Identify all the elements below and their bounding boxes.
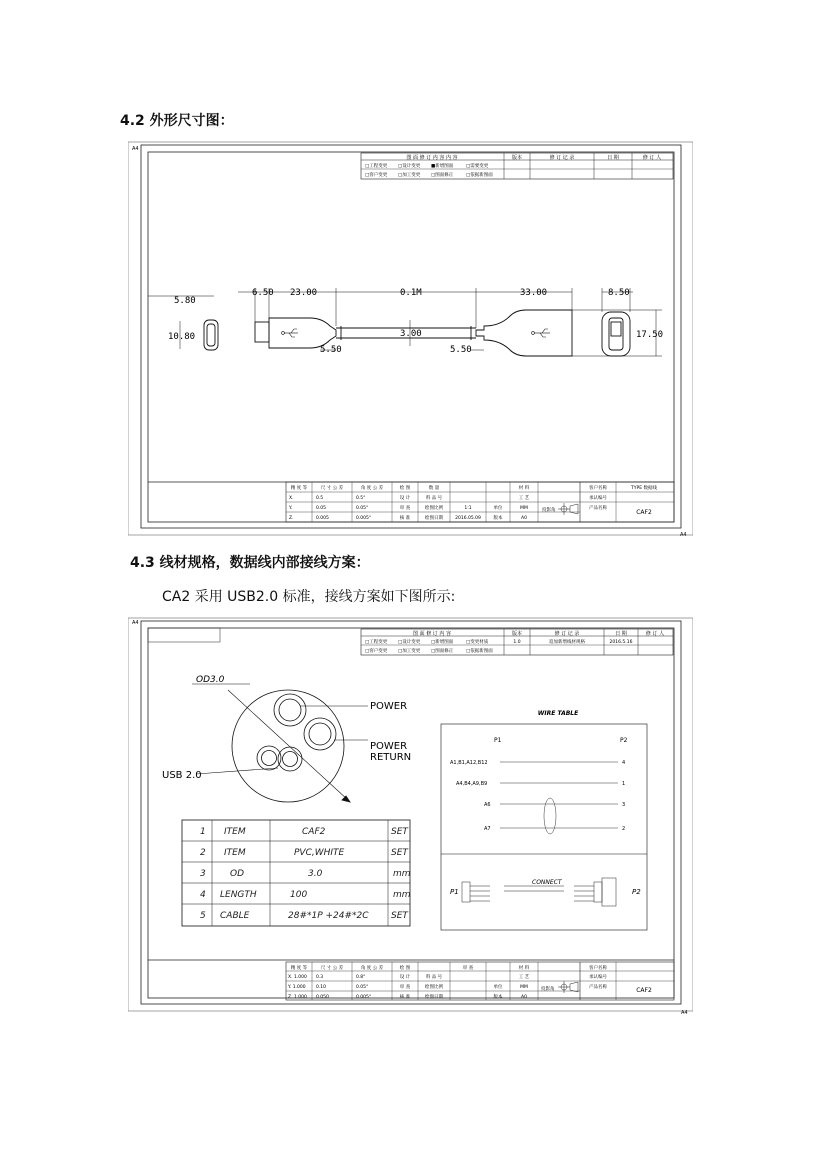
tb-cell: 工 艺: [518, 975, 530, 980]
tb-cell: CAF2: [636, 987, 652, 994]
cable-labels: [162, 675, 411, 781]
rev-header: 版本: [511, 155, 523, 161]
rev-title: 图 面 修 订 内 容 内 容: [406, 155, 458, 161]
rev-cell: 2016.5.16: [609, 640, 633, 645]
spec-cell: 28#*1P +24#*2C: [288, 911, 369, 921]
od-label: OD3.0: [196, 675, 225, 685]
dimension-drawing: [128, 140, 693, 540]
tb-cell: 投影角: [541, 987, 555, 992]
dim-label: 5.80: [174, 296, 196, 306]
spec-cell: 3.0: [308, 869, 323, 879]
rev-header: 版本: [511, 631, 523, 637]
dim-label: 17.50: [636, 330, 664, 340]
rev-opt: □客户变更: [365, 173, 388, 178]
spec-cell: mm: [393, 869, 411, 879]
dim-label: 0.1M: [400, 288, 422, 298]
tb-cell: 材 料: [518, 486, 530, 491]
tb-cell: 设 计: [399, 496, 411, 501]
section-heading-4-2: 4.2 外形尺寸图：: [120, 113, 234, 129]
tb-cell: 材 料: [518, 966, 530, 971]
tb-cell: 精 度 等: [290, 486, 308, 491]
spec-cell: PVC,WHITE: [294, 848, 345, 858]
corner-mark-br: A4: [680, 532, 687, 538]
tb-cell: 0.05°: [356, 506, 369, 511]
spec-table: [182, 820, 411, 926]
rev-cell: 追加新增线材规格: [549, 640, 585, 645]
tb-cell: 审 查: [399, 506, 411, 511]
tb-cell: 角 度 公 差: [360, 486, 384, 491]
wire-left: A1,B1,A12,B12: [450, 760, 488, 766]
rev-opt: ■新增图面: [431, 164, 454, 169]
rev-opt: □工程变更: [365, 640, 388, 645]
tb-cell: 绘图日期: [425, 516, 443, 521]
tb-cell: 核 准: [399, 995, 411, 1000]
tb-cell: 0.050: [316, 995, 329, 1000]
rev-opt: □客户变更: [365, 649, 388, 654]
wiring-drawing: [128, 616, 693, 1016]
tb-cell: Z. 1.000: [288, 995, 307, 1000]
rev-opt: □变更材质: [466, 640, 489, 645]
wire-right: 4: [622, 760, 626, 766]
rev-header: 修 订 记 录: [549, 155, 575, 161]
tb-cell: 0.05°: [356, 985, 369, 990]
tb-cell: 0.8°: [356, 975, 366, 980]
spec-cell: ITEM: [224, 827, 246, 837]
tb-cell: 2016.05.09: [455, 516, 481, 521]
tb-cell: 绘 图: [399, 486, 411, 491]
wire-right: 3: [622, 802, 626, 808]
tb-cell: MM: [520, 985, 528, 990]
tb-cell: 0.10: [316, 985, 327, 990]
power-return-label: POWER: [370, 741, 408, 752]
spec-cell: 2: [200, 848, 206, 858]
tb-cell: A0: [521, 995, 527, 1000]
tb-cell: 客户名称: [589, 966, 607, 971]
tb-cell: 设 计: [399, 975, 411, 980]
connect-label: CONNECT: [532, 879, 562, 886]
tb-cell: X.: [289, 496, 294, 501]
usb-label: USB 2.0: [162, 770, 202, 781]
dim-label: 6.50: [252, 288, 274, 298]
rev-opt: □图面修正: [431, 649, 454, 654]
power-return-label: RETURN: [370, 752, 412, 763]
spec-cell: 4: [200, 890, 206, 900]
intro-paragraph: CA2 采用 USB2.0 标准，接线方案如下图所示:: [162, 589, 456, 605]
tb-cell: Y.: [289, 506, 293, 511]
tb-cell: A0: [521, 516, 527, 521]
wire-left: A7: [484, 826, 491, 832]
tb-cell: Y. 1.000: [288, 985, 306, 990]
dim-label: 23.00: [290, 288, 318, 298]
spec-cell: 5: [200, 911, 206, 921]
spec-cell: 3: [200, 869, 206, 879]
rev-opt: □设计变更: [398, 164, 421, 169]
dim-label: 8.50: [608, 288, 630, 298]
spec-cell: mm: [393, 890, 411, 900]
dim-label: 5.50: [320, 345, 342, 355]
spec-cell: SET: [391, 911, 408, 921]
dim-label: 10.80: [168, 332, 196, 342]
tb-cell: 单位: [493, 985, 503, 990]
tb-cell: 承认编号: [589, 975, 607, 980]
tb-cell: 0.3: [316, 975, 324, 980]
corner-mark-br: A4: [681, 1010, 688, 1016]
spec-cell: CABLE: [220, 911, 250, 921]
tb-cell: X. 1.000: [288, 975, 307, 980]
dimension-labels: [168, 288, 663, 355]
tb-cell: 1:1: [464, 506, 472, 511]
wire-right: 1: [622, 781, 626, 787]
wire-left: A6: [484, 802, 491, 808]
spec-cell: LENGTH: [220, 890, 257, 900]
tb-cell: Z.: [289, 516, 294, 521]
rev-cell: 1.0: [513, 640, 521, 645]
tb-cell: 料 品 号: [425, 496, 443, 501]
tb-cell: 产品名称: [589, 985, 607, 990]
rev-opt: □依据新图面: [466, 173, 493, 178]
tb-cell: 审 查: [399, 985, 411, 990]
spec-cell: CAF2: [302, 827, 326, 837]
tb-cell: 版本: [493, 995, 503, 1000]
spec-cell: OD: [230, 869, 245, 879]
spec-cell: ITEM: [224, 848, 246, 858]
tb-cell: 版本: [493, 516, 503, 521]
tb-cell: 料 品 号: [425, 975, 443, 980]
corner-mark-tl: A4: [132, 146, 139, 152]
tb-cell: 绘图比例: [425, 506, 443, 511]
tb-cell: 工 艺: [518, 496, 530, 501]
section-heading-4-3: 4.3 线材规格，数据线内部接线方案：: [130, 555, 370, 571]
tb-cell: 精 度 等: [290, 966, 308, 971]
tb-cell: MM: [520, 506, 528, 511]
rev-opt: □需要变更: [466, 164, 489, 169]
title-block: [148, 960, 674, 1000]
spec-cell: SET: [391, 848, 408, 858]
rev-opt: □工程变更: [365, 164, 388, 169]
tb-cell: 承认编号: [589, 496, 607, 501]
tb-cell: 单位: [493, 506, 503, 511]
tb-cell: 审 查: [462, 966, 474, 971]
rev-header: 修 订 记 录: [554, 631, 580, 637]
rev-opt: □设计变更: [398, 640, 421, 645]
rev-header: 修 订 人: [642, 155, 662, 161]
rev-opt: □新增图面: [431, 640, 454, 645]
tb-cell: 核 准: [399, 516, 411, 521]
spec-cell: 1: [200, 827, 206, 837]
tb-cell: 数 量: [428, 486, 440, 491]
projection-symbol: [558, 981, 578, 993]
tb-cell: 0.005: [316, 516, 329, 521]
tb-cell: 角 度 公 差: [360, 966, 384, 971]
projection-symbol: [558, 503, 578, 515]
tb-cell: 尺 寸 公 差: [320, 486, 344, 491]
tb-cell: 投影角: [542, 508, 556, 513]
wire-left: A4,B4,A9,B9: [456, 781, 488, 787]
rev-title: 图 面 修 订 内 容: [413, 631, 451, 637]
power-label: POWER: [370, 701, 408, 712]
wire-table: [441, 710, 647, 930]
dim-label: 3.00: [400, 329, 422, 339]
p2-label: P2: [620, 737, 628, 744]
spec-cell: 100: [290, 890, 308, 900]
dimension-lines: [148, 288, 662, 356]
rev-opt: □加工变更: [398, 649, 421, 654]
tb-cell: 0.005°: [356, 995, 372, 1000]
title-block: [148, 482, 674, 522]
rev-header: 日 期: [607, 155, 619, 161]
revision-block: [361, 153, 673, 179]
p1-label: P1: [494, 737, 502, 744]
dim-label: 5.50: [450, 345, 472, 355]
corner-mark-tl: A4: [132, 620, 139, 626]
tb-cell: 产品名称: [589, 506, 607, 511]
p1b-label: P1: [450, 888, 459, 896]
tb-cell: 0.05: [316, 506, 327, 511]
rev-opt: □图面修正: [431, 173, 454, 178]
tb-cell: 0.5°: [356, 496, 366, 501]
tb-cell: 绘图比例: [425, 985, 443, 990]
wire-right: 2: [622, 826, 626, 832]
tb-cell: CAF2: [636, 509, 652, 516]
p2b-label: P2: [632, 888, 641, 896]
rev-opt: □依据新图面: [466, 649, 493, 654]
cable-cross-section: [192, 684, 368, 802]
rev-opt: □加工变更: [398, 173, 421, 178]
rev-header: 日 期: [615, 631, 627, 637]
dim-label: 33.00: [520, 288, 548, 298]
revision-block: [361, 629, 673, 655]
tb-cell: 0.005°: [356, 516, 372, 521]
rev-header: 修 订 人: [645, 631, 665, 637]
tb-cell: 尺 寸 公 差: [320, 966, 344, 971]
wire-table-title: WIRE TABLE: [537, 710, 579, 717]
tb-cell: 客户名称: [589, 486, 607, 491]
spec-cell: SET: [391, 827, 408, 837]
tb-cell: 绘图日期: [425, 995, 443, 1000]
tb-cell: TYPE 数据线: [631, 486, 657, 491]
tb-cell: 0.5: [316, 496, 324, 501]
tb-cell: 绘 图: [399, 966, 411, 971]
